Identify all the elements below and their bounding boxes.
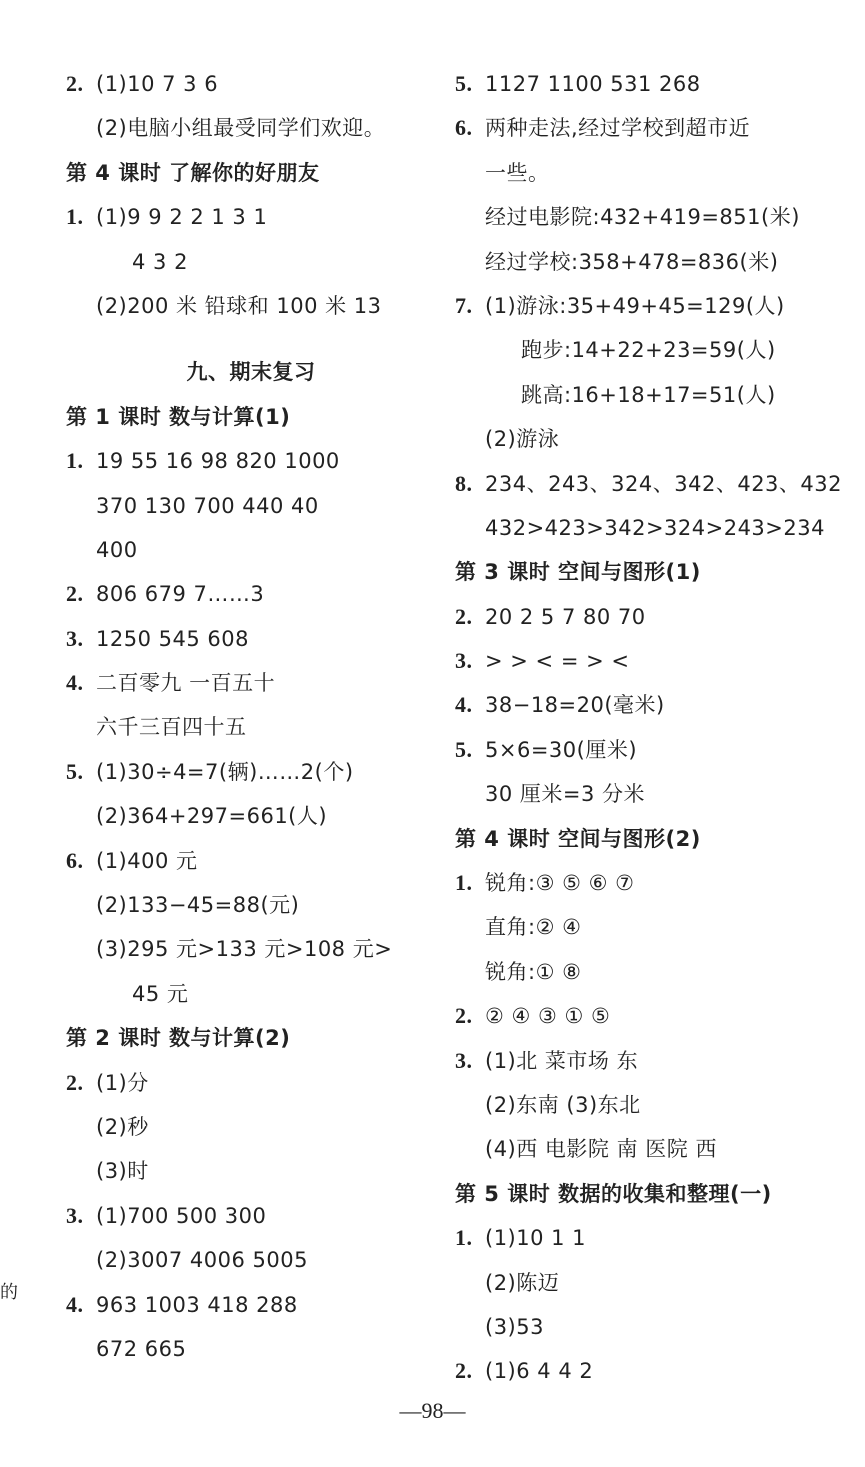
answer-item bbox=[455, 1349, 855, 1393]
item-number: 3. bbox=[66, 625, 84, 651]
item-number: 2. bbox=[66, 1069, 84, 1095]
answer-continuation: 一些。 bbox=[485, 160, 550, 185]
answer-text: (1)10 1 1 bbox=[485, 1226, 587, 1251]
answer-continuation: (2)133−45=88(元) bbox=[96, 893, 300, 918]
item-number: 4. bbox=[66, 670, 84, 696]
answer-item bbox=[66, 1194, 436, 1238]
answer-text: 锐角:③ ⑤ ⑥ ⑦ bbox=[485, 871, 635, 896]
answer-text: 二百零九 一百五十 bbox=[96, 671, 276, 696]
item-number: 3. bbox=[455, 1047, 473, 1073]
answer-item bbox=[66, 617, 436, 661]
answer-text: 19 55 16 98 820 1000 bbox=[96, 449, 340, 474]
item-number: 6. bbox=[455, 115, 473, 141]
answer-text: 1127 1100 531 268 bbox=[485, 72, 701, 96]
item-number: 2. bbox=[455, 1358, 473, 1384]
item-number: 7. bbox=[455, 292, 473, 318]
answer-item bbox=[66, 1283, 436, 1327]
answer-continuation: 370 130 700 440 40 bbox=[96, 493, 319, 518]
item-number: 3. bbox=[66, 1202, 84, 1228]
item-number: 8. bbox=[455, 470, 473, 496]
answer-text: 20 2 5 7 80 70 bbox=[485, 604, 646, 629]
page-number: —98— bbox=[399, 1398, 466, 1423]
answer-continuation: (2)游泳 bbox=[485, 427, 560, 452]
answer-continuation: 4 3 2 bbox=[132, 249, 188, 274]
lesson-heading: 第 1 课时 数与计算(1) bbox=[66, 404, 291, 429]
answer-text: 963 1003 418 288 bbox=[96, 1292, 298, 1317]
answer-item bbox=[455, 861, 855, 905]
chapter-heading: 九、期末复习 bbox=[186, 360, 316, 385]
answer-continuation: (2)陈迈 bbox=[485, 1270, 560, 1295]
right-column bbox=[455, 62, 855, 1394]
lesson-heading: 第 5 课时 数据的收集和整理(一) bbox=[455, 1181, 772, 1206]
answer-continuation: 跑步:14+22+23=59(人) bbox=[521, 338, 776, 363]
item-number: 1. bbox=[455, 870, 473, 896]
answer-continuation: 锐角:① ⑧ bbox=[485, 959, 582, 984]
answer-text: 38−18=20(毫米) bbox=[485, 693, 665, 718]
answer-continuation: 30 厘米=3 分米 bbox=[485, 782, 646, 807]
margin-fragment: 的 bbox=[0, 1282, 18, 1303]
answer-text: > > < = > < bbox=[485, 649, 630, 674]
answer-item bbox=[66, 572, 436, 616]
item-number: 2. bbox=[455, 1003, 473, 1029]
answer-item bbox=[455, 62, 855, 106]
answer-text: (1)分 bbox=[96, 1070, 149, 1095]
item-number: 5. bbox=[66, 758, 84, 784]
answer-item bbox=[66, 62, 436, 106]
answer-text: (1)游泳:35+49+45=129(人) bbox=[485, 293, 785, 318]
answer-text: (1)400 元 bbox=[96, 848, 198, 873]
item-number: 6. bbox=[66, 847, 84, 873]
item-number: 1. bbox=[455, 1225, 473, 1251]
answer-item bbox=[66, 661, 436, 705]
answer-continuation: 432>423>342>324>243>234 bbox=[485, 515, 825, 540]
answer-continuation: (4)西 电影院 南 医院 西 bbox=[485, 1137, 717, 1162]
answer-continuation: 672 665 bbox=[96, 1336, 187, 1361]
answer-text: 1250 545 608 bbox=[96, 626, 249, 651]
lesson-heading: 第 3 课时 空间与图形(1) bbox=[455, 560, 701, 585]
item-number: 3. bbox=[455, 648, 473, 674]
answer-item bbox=[66, 750, 436, 794]
answer-text: 5×6=30(厘米) bbox=[485, 737, 638, 762]
answer-item bbox=[455, 728, 855, 772]
item-number: 1. bbox=[66, 448, 84, 474]
answer-item bbox=[455, 639, 855, 683]
spacer bbox=[66, 328, 436, 350]
answer-text: ② ④ ③ ① ⑤ bbox=[485, 1004, 611, 1029]
answer-continuation: 六千三百四十五 bbox=[96, 715, 247, 740]
item-number: 5. bbox=[455, 71, 473, 96]
item-number: 4. bbox=[66, 1291, 84, 1317]
answer-continuation: (3)295 元>133 元>108 元> bbox=[96, 937, 393, 962]
answer-text: (1)30÷4=7(辆)……2(个) bbox=[96, 759, 354, 784]
answer-continuation: (2)东南 (3)东北 bbox=[485, 1092, 641, 1117]
answer-continuation: (2)秒 bbox=[96, 1114, 149, 1139]
lesson-heading: 第 2 课时 数与计算(2) bbox=[66, 1026, 291, 1051]
answer-item bbox=[455, 1039, 855, 1083]
answer-text: 806 679 7……3 bbox=[96, 582, 265, 607]
answer-continuation: 经过电影院:432+419=851(米) bbox=[485, 205, 800, 230]
answer-item bbox=[66, 1061, 436, 1105]
answer-item bbox=[455, 683, 855, 727]
left-column bbox=[66, 62, 436, 1371]
answer-continuation: (2)364+297=661(人) bbox=[96, 804, 328, 829]
answer-continuation: 跳高:16+18+17=51(人) bbox=[521, 382, 776, 407]
answer-item bbox=[66, 195, 436, 239]
lesson-heading: 第 4 课时 了解你的好朋友 bbox=[66, 160, 320, 185]
answer-continuation: (2)200 米 铅球和 100 米 13 bbox=[96, 293, 382, 318]
answer-item bbox=[455, 994, 855, 1038]
answer-item bbox=[455, 106, 855, 150]
answer-continuation: (2)电脑小组最受同学们欢迎。 bbox=[96, 116, 386, 141]
answer-text: 234、243、324、342、423、432 bbox=[485, 471, 842, 496]
item-number: 2. bbox=[66, 71, 84, 96]
answer-continuation: (2)3007 4006 5005 bbox=[96, 1248, 308, 1273]
lesson-heading: 第 4 课时 空间与图形(2) bbox=[455, 826, 701, 851]
answer-text: (1)10 7 3 6 bbox=[96, 72, 219, 96]
answer-continuation: 经过学校:358+478=836(米) bbox=[485, 249, 779, 274]
answer-item bbox=[455, 595, 855, 639]
item-number: 2. bbox=[455, 603, 473, 629]
answer-item bbox=[66, 439, 436, 483]
answer-continuation: 45 元 bbox=[132, 981, 189, 1006]
answer-continuation: (3)53 bbox=[485, 1314, 544, 1339]
answer-item bbox=[455, 462, 855, 506]
answer-item bbox=[455, 1216, 855, 1260]
answer-continuation: (3)时 bbox=[96, 1159, 149, 1184]
answer-text: (1)700 500 300 bbox=[96, 1203, 267, 1228]
answer-continuation: 直角:② ④ bbox=[485, 915, 582, 940]
item-number: 1. bbox=[66, 204, 84, 230]
answer-item bbox=[455, 284, 855, 328]
item-number: 5. bbox=[455, 736, 473, 762]
answer-continuation: 400 bbox=[96, 537, 138, 562]
answer-text: (1)9 9 2 2 1 3 1 bbox=[96, 205, 268, 230]
answer-item bbox=[66, 839, 436, 883]
item-number: 2. bbox=[66, 581, 84, 607]
answer-text: 两种走法,经过学校到超市近 bbox=[485, 116, 751, 141]
answer-text: (1)北 菜市场 东 bbox=[485, 1048, 639, 1073]
item-number: 4. bbox=[455, 692, 473, 718]
answer-text: (1)6 4 4 2 bbox=[485, 1359, 594, 1384]
